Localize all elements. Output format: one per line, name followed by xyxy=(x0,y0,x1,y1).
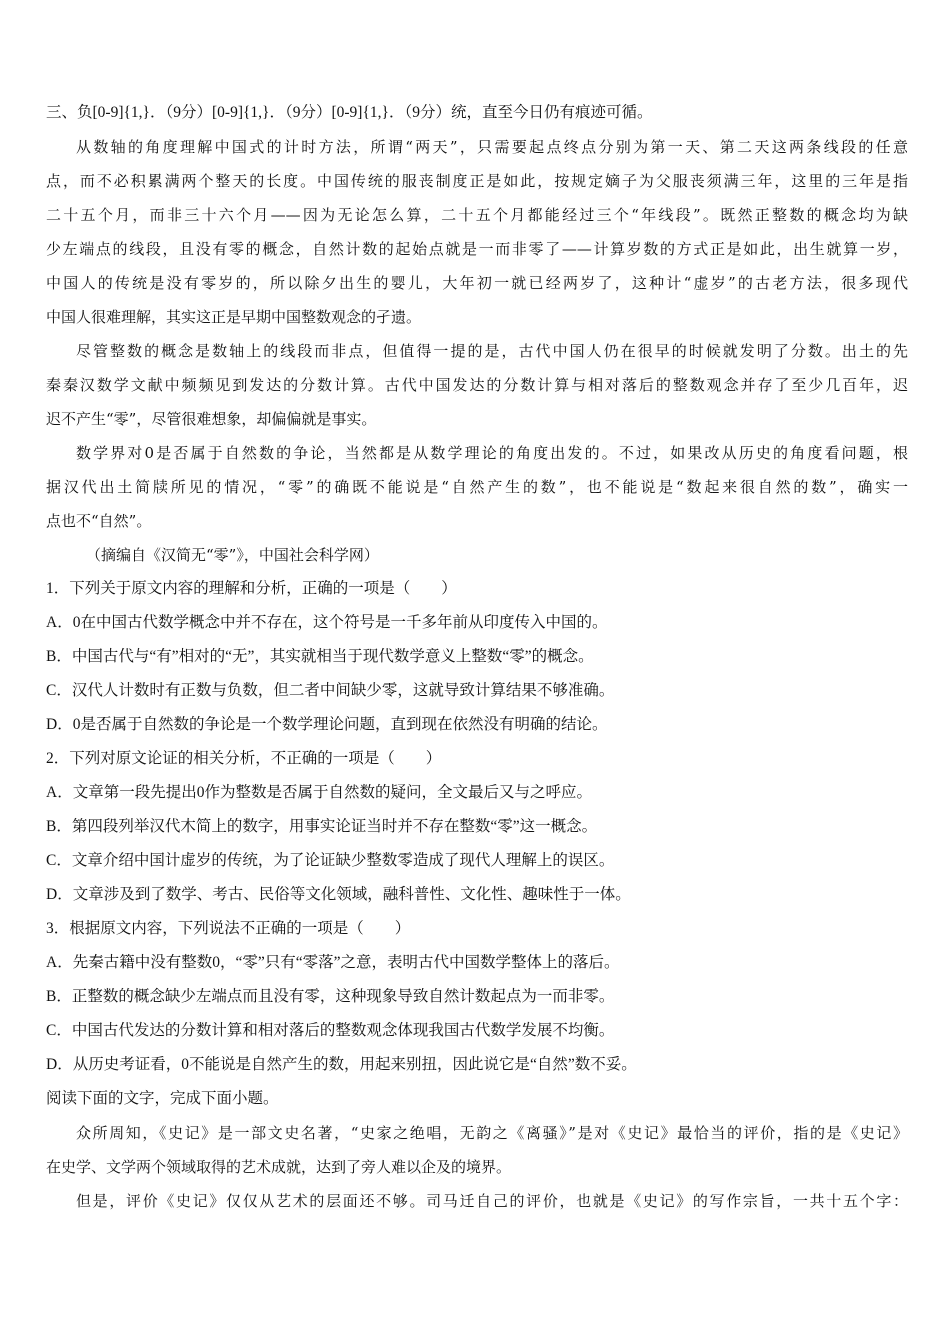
paragraph-line: 中国人很难理解，其实这正是早期中国整数观念的孑遗。 xyxy=(46,308,422,326)
paragraph-line: 点，而不必积累满两个整天的长度。中国传统的服丧制度正是如此，按规定嫡子为父服丧须满三年，这里的三年是指 xyxy=(46,172,908,190)
answer-option-b[interactable]: B．第四段列举汉代木简上的数字，用事实论证当时并不存在整数“零”这一概念。 xyxy=(46,818,598,835)
exam-page xyxy=(46,96,908,1218)
paragraph-line: 数学界对0是否属于自然数的争论，当然都是从数学理论的角度出发的。不过，如果改从历史的角度看问题，根 xyxy=(76,444,908,462)
reading-prompt: 阅读下面的文字，完成下面小题。 xyxy=(46,1090,279,1107)
paragraph-line: 中国人的传统是没有零岁的，所以除夕出生的婴儿，大年初一就已经两岁了，这种计“虚岁”的古老方法，很多现代 xyxy=(46,274,908,292)
paragraph-calendar xyxy=(46,130,908,334)
paragraph-line: 点也不“自然”。 xyxy=(46,512,152,530)
paragraph-natural-number-debate xyxy=(46,436,908,538)
paragraph-shiji-intro xyxy=(46,1116,908,1184)
source-note: （摘编自《汉简无“零”》，中国社会科学网） xyxy=(86,546,379,564)
paragraph-line: 众所周知，《史记》是一部文史名著，“史家之绝唱，无韵之《离骚》”是对《史记》最恰当的评价，指的是《史记》 xyxy=(76,1124,908,1142)
paragraph-line: 从数轴的角度理解中国式的计时方法，所谓“两天”，只需要起点终点分别为第一天、第二天这两条线段的任意 xyxy=(76,138,908,156)
answer-option-c[interactable]: C．中国古代发达的分数计算和相对落后的整数观念体现我国古代数学发展不均衡。 xyxy=(46,1022,615,1039)
question-stem: 1．下列关于原文内容的理解和分析，正确的一项是（ ） xyxy=(46,580,457,597)
question-3 xyxy=(46,912,908,1082)
question-2 xyxy=(46,742,908,912)
answer-option-c[interactable]: C．文章介绍中国计虚岁的传统，为了论证缺少整数零造成了现代人理解上的误区。 xyxy=(46,852,615,869)
paragraph-line: 秦秦汉数学文献中频频见到发达的分数计算。古代中国发达的分数计算与相对落后的整数观念并存了至少几百年，迟 xyxy=(46,376,908,394)
paragraph-line: 据汉代出土简牍所见的情况，“零”的确既不能说是“自然产生的数”，也不能说是“数起来很自然的数”，确实一 xyxy=(46,478,908,496)
answer-option-a[interactable]: A．0在中国古代数学概念中并不存在，这个符号是一千多年前从印度传入中国的。 xyxy=(46,614,608,631)
opening-line: 三、负[0-9]{1,}．（9分）[0-9]{1,}．（9分）[0-9]{1,}．（9分）统，直至今日仍有痕迹可循。 xyxy=(46,104,653,121)
answer-option-d[interactable]: D．0是否属于自然数的争论是一个数学理论问题，直到现在依然没有明确的结论。 xyxy=(46,716,608,733)
paragraph-line: 在史学、文学两个领域取得的艺术成就，达到了旁人难以企及的境界。 xyxy=(46,1158,512,1176)
answer-option-c[interactable]: C．汉代人计数时有正数与负数，但二者中间缺少零，这就导致计算结果不够准确。 xyxy=(46,682,615,699)
answer-option-a[interactable]: A．文章第一段先提出0作为整数是否属于自然数的疑问，全文最后又与之呼应。 xyxy=(46,784,592,801)
question-stem: 3．根据原文内容，下列说法不正确的一项是（ ） xyxy=(46,920,411,937)
paragraph-line: 尽管整数的概念是数轴上的线段而非点，但值得一提的是，古代中国人仍在很早的时候就发明了分数。出土的先 xyxy=(76,342,908,360)
answer-option-a[interactable]: A．先秦古籍中没有整数0，“零”只有“零落”之意，表明古代中国数学整体上的落后。 xyxy=(46,954,620,971)
paragraph-shiji-purpose xyxy=(46,1184,908,1218)
answer-option-b[interactable]: B．正整数的概念缺少左端点而且没有零，这种现象导致自然计数起点为一而非零。 xyxy=(46,988,615,1005)
paragraph-line: 二十五个月，而非三十六个月——因为无论怎么算，二十五个月都能经过三个“年线段”。既然正整数的概念均为缺 xyxy=(46,206,908,224)
paragraph-line: 迟不产生“零”，尽管很难想象，却偏偏就是事实。 xyxy=(46,410,377,428)
paragraph-line: 但是，评价《史记》仅仅从艺术的层面还不够。司马迁自己的评价，也就是《史记》的写作宗旨，一共十五个字： xyxy=(76,1192,908,1210)
paragraph-line: 少左端点的线段，且没有零的概念，自然计数的起始点就是一而非零了——计算岁数的方式正是如此，出生就算一岁， xyxy=(46,240,908,258)
paragraph-fractions xyxy=(46,334,908,436)
answer-option-d[interactable]: D．文章涉及到了数学、考古、民俗等文化领域，融科普性、文化性、趣味性于一体。 xyxy=(46,886,631,903)
question-stem: 2．下列对原文论证的相关分析，不正确的一项是（ ） xyxy=(46,750,442,767)
question-1 xyxy=(46,572,908,742)
answer-option-d[interactable]: D．从历史考证看，0不能说是自然产生的数，用起来别扭，因此说它是“自然”数不妥。 xyxy=(46,1056,637,1073)
answer-option-b[interactable]: B．中国古代与“有”相对的“无”，其实就相当于现代数学意义上整数“零”的概念。 xyxy=(46,648,594,665)
